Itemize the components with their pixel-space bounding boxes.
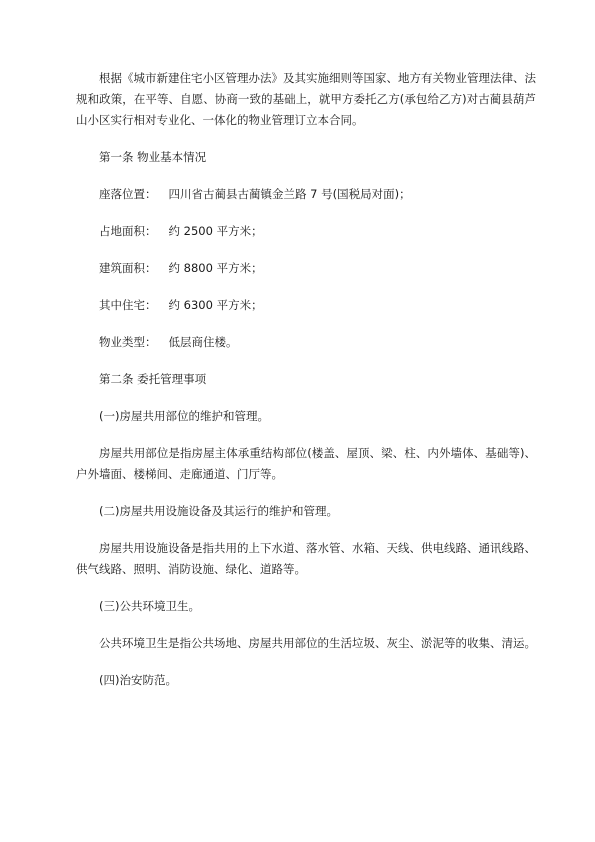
location-label: 座落位置： (99, 187, 157, 201)
land-area-label: 占地面积： (99, 224, 157, 238)
location-value: 四川省古蔺县古蔺镇金兰路 7 号(国税局对面)； (168, 187, 411, 201)
building-area-field (76, 258, 536, 279)
article-2-heading: 第二条 委托管理事项 (99, 372, 207, 386)
land-area-value: 约 2500 平方米； (168, 224, 263, 238)
item-2-description: 房屋共用设施设备是指共用的上下水道、落水管、水箱、天线、供电线路、通讯线路、供气线路、照明、消防设施、绿化、道路等。 (76, 541, 536, 576)
residential-area-value: 约 6300 平方米； (168, 298, 263, 312)
item-4-title: (四)治安防范。 (99, 673, 177, 687)
residential-area-label: 其中住宅： (99, 298, 157, 312)
item-3-title: (三)公共环境卫生。 (99, 599, 200, 613)
item-1-description: 房屋共用部位是指房屋主体承重结构部位(楼盖、屋顶、梁、柱、内外墙体、基础等)、户外墙面、楼梯间、走廊通道、门厅等。 (76, 446, 536, 481)
item-1-title: (一)房屋共用部位的维护和管理。 (99, 409, 269, 423)
item-2-title: (二)房屋共用设施设备及其运行的维护和管理。 (99, 504, 338, 518)
property-type-value: 低层商住楼。 (168, 335, 238, 349)
intro-paragraph: 根据《城市新建住宅小区管理办法》及其实施细则等国家、地方有关物业管理法律、法规和政策，在平等、自愿、协商一致的基础上，就甲方委托乙方(承包给乙方)对古蔺县葫芦山小区实行相对专业化、一体化的物业管理订立本合同。 (76, 71, 536, 127)
land-area-field (76, 221, 536, 242)
document-page (76, 68, 536, 707)
building-area-value: 约 8800 平方米； (168, 261, 263, 275)
residential-area-field (76, 295, 536, 316)
building-area-label: 建筑面积： (99, 261, 157, 275)
property-type-label: 物业类型： (99, 335, 157, 349)
article-1-heading: 第一条 物业基本情况 (99, 150, 207, 164)
item-3-description: 公共环境卫生是指公共场地、房屋共用部位的生活垃圾、灰尘、淤泥等的收集、清运。 (99, 636, 536, 650)
property-type-field (76, 332, 536, 353)
location-field (76, 184, 536, 205)
